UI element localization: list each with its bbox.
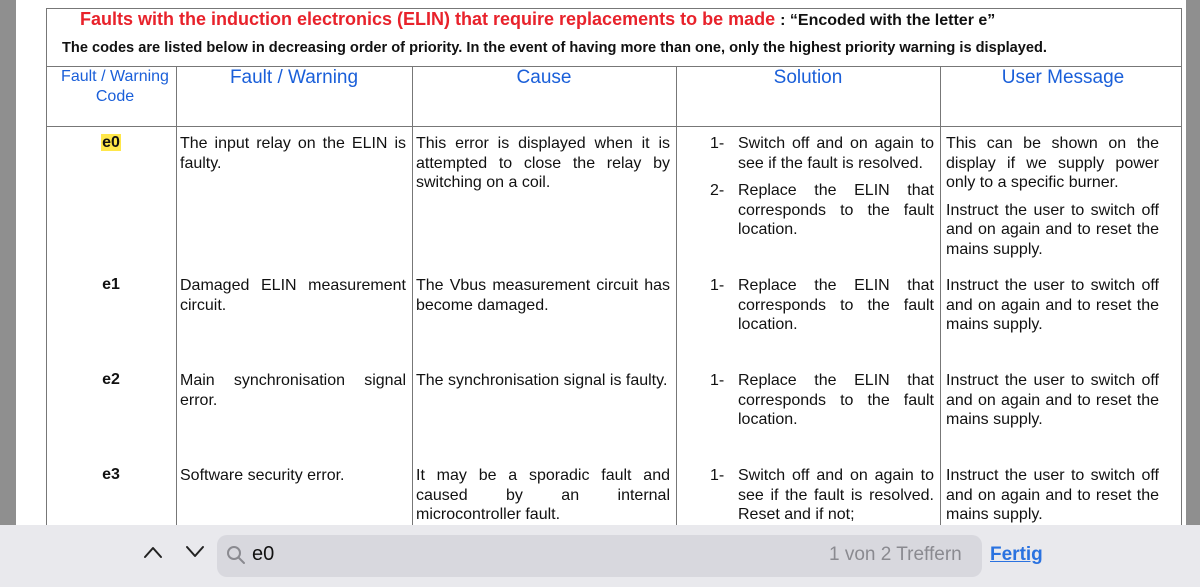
search-highlight: e0 <box>102 134 120 151</box>
header-code: Fault / Warning Code <box>61 68 169 105</box>
user-message-cell: Instruct the user to switch off and on again and to reset the mains supply. <box>946 467 1159 523</box>
document-page[interactable] <box>16 0 1186 525</box>
cause-cell: The Vbus measurement circuit has become damaged. <box>416 277 670 314</box>
cause-cell: It may be a sporadic fault and caused by an internal microcontroller fault. <box>416 467 670 523</box>
fault-cell: Main synchronisation signal error. <box>180 372 406 409</box>
cause-cell: This error is displayed when it is attempted to close the relay by switching on a coil. <box>416 135 670 191</box>
solution-item: 1- Switch off and on again to see if the fault is resolved. Reset and if not; <box>710 467 934 523</box>
user-message-text: This can be shown on the display if we supply power only to a specific burner. <box>946 135 1159 191</box>
table-row-code <box>46 134 176 152</box>
user-message-cell: Instruct the user to switch off and on again and to reset the mains supply. <box>946 277 1159 333</box>
document-title <box>80 9 995 30</box>
previous-match-chevron-up-icon[interactable] <box>143 545 163 559</box>
header-user-message: User Message <box>1001 67 1125 88</box>
header-solution: Solution <box>773 67 843 88</box>
done-button[interactable]: Fertig <box>990 544 1043 565</box>
column-divider <box>940 66 941 525</box>
fault-cell: Software security error. <box>180 467 345 484</box>
table-row-code: e1 <box>102 276 120 293</box>
solution-cell <box>710 134 934 240</box>
table-row-code: e2 <box>102 371 120 388</box>
header-bottom-divider <box>46 126 1182 127</box>
column-divider <box>412 66 413 525</box>
cause-cell: The synchronisation signal is faulty. <box>416 372 668 389</box>
column-divider <box>176 66 177 525</box>
title-suffix-text: : “Encoded with the letter e” <box>780 12 996 29</box>
next-match-chevron-down-icon[interactable] <box>185 545 205 559</box>
user-message-text: Instruct the user to switch off and on again and to reset the mains supply. <box>946 201 1159 258</box>
document-subtitle: The codes are listed below in decreasing order of priority. In the event of having more than one, only the highest priority warning is displayed. <box>62 40 1047 56</box>
solution-item: 1- Replace the ELIN that corresponds to the fault location. <box>710 277 934 333</box>
table-row-code: e3 <box>102 466 120 483</box>
solution-item: 1- Switch off and on again to see if the fault is resolved. <box>710 135 934 172</box>
fault-cell: Damaged ELIN measurement circuit. <box>180 277 406 314</box>
solution-item: 1- Replace the ELIN that corresponds to the fault location. <box>710 372 934 428</box>
match-count: 1 von 2 Treffern <box>829 544 962 565</box>
user-message-cell <box>946 134 1159 259</box>
search-input[interactable]: e0 <box>252 543 275 565</box>
header-cause: Cause <box>516 67 572 88</box>
solution-item: 2- Replace the ELIN that corresponds to the fault location. <box>710 182 934 238</box>
solution-cell <box>710 466 934 525</box>
title-red-text: Faults with the induction electronics (ELIN) that require replacements to be made <box>80 9 776 29</box>
search-icon <box>226 545 246 565</box>
user-message-cell: Instruct the user to switch off and on again and to reset the mains supply. <box>946 372 1159 428</box>
header-fault: Fault / Warning <box>229 67 359 88</box>
solution-cell <box>710 276 934 335</box>
column-divider <box>676 66 677 525</box>
fault-cell: The input relay on the ELIN is faulty. <box>180 135 406 172</box>
solution-cell <box>710 371 934 430</box>
